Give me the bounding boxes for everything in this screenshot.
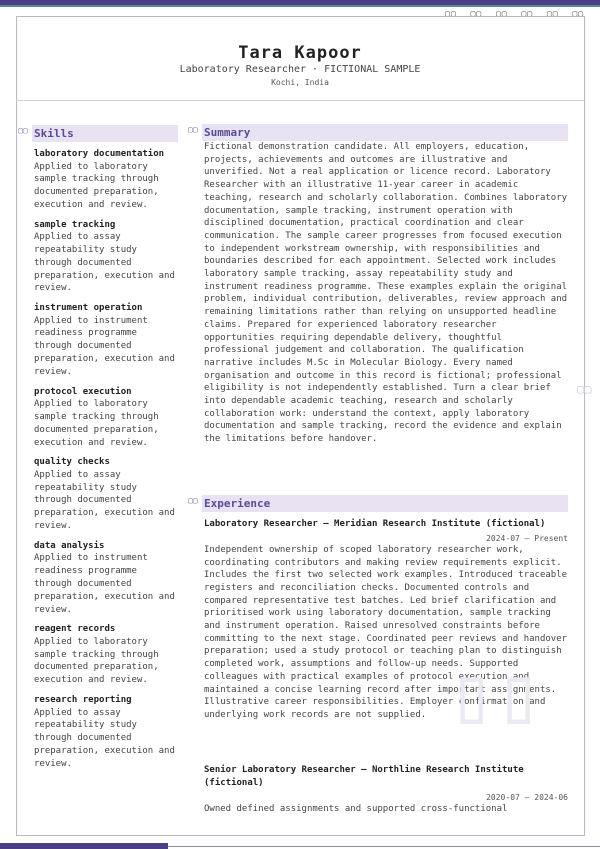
skill-item — [34, 302, 176, 378]
top-link[interactable]: ▢▢ — [546, 9, 559, 18]
skill-title: instrument operation — [34, 303, 143, 314]
skill-item — [34, 219, 176, 295]
section-icon: ▢▢ — [18, 126, 28, 135]
summary-text: Fictional demonstration candidate. All employers, education, projects, achievements and outcomes are illustrative and unverified. Not a real application or licence record. Laboratory Researcher with an illustrative 11-year career in academic teaching, research and scholarly collaboration. Combines laboratory documentation, sample tracking, instrument operation with disciplined documentation, practical coordination and clear communication. The sample career progresses from focused execution to independent workstream ownership, with responsibilities and boundaries described for each appointment. Selected work includes laboratory sample tracking, assay repeatability study and instrument readiness programme. These examples explain the original problem, individual contribution, deliverables, review approach and remaining limitations rather than relying on unsupported headline claims. Prepared for experienced laboratory researcher opportunities requiring dependable delivery, thoughtful professional judgement and collaboration. The qualification narrative includes M.Sc in Molecular Biology. Every named organisation and outcome in this record is fictional; professional eligibility is not independently established. Turn a clear brief into dependable academic teaching, research and scholarly collaboration work: understand the context, apply laboratory documentation and sample tracking, record the evidence and explain the limitations before handover. — [204, 142, 568, 445]
top-link[interactable]: ▢▢ — [470, 9, 483, 18]
skills-heading — [18, 125, 178, 142]
header-divider — [16, 100, 584, 101]
skill-desc: Applied to assay repeatability study through documented preparation, execution and review. — [34, 469, 175, 532]
skill-desc: Applied to instrument readiness programme through documented preparation, execution and review. — [34, 315, 175, 377]
skill-title: quality checks — [34, 457, 110, 468]
summary-heading — [188, 124, 568, 141]
job-description: Owned defined assignments and supported cross-functional — [204, 803, 508, 814]
bottom-accent-bar — [0, 843, 168, 849]
skill-title: research reporting — [34, 695, 132, 705]
skill-item — [34, 386, 176, 450]
top-link[interactable]: ▢▢ — [521, 9, 534, 18]
skill-item — [34, 540, 176, 616]
section-icon: ▢▢ — [188, 125, 198, 134]
skill-item — [34, 623, 176, 687]
candidate-name: Tara Kapoor — [238, 43, 362, 63]
skill-title: sample tracking — [34, 219, 116, 230]
skill-desc: Applied to laboratory sample tracking through documented preparation, execution and review. — [34, 161, 159, 210]
top-link[interactable]: ▢▢ — [495, 9, 508, 18]
experience-heading-label: Experience — [204, 497, 271, 510]
skill-title: data analysis — [34, 540, 105, 551]
skill-desc: Applied to instrument readiness programme through documented preparation, execution and review. — [34, 553, 175, 615]
skill-desc: Applied to assay repeatability study through documented preparation, execution and review. — [34, 232, 175, 294]
section-icon: ▢▢ — [188, 496, 198, 505]
skill-desc: Applied to assay repeatability study through documented preparation, execution and review. — [34, 707, 175, 769]
job-entry — [204, 764, 568, 815]
skill-title: reagent records — [34, 624, 116, 635]
skill-item — [34, 148, 176, 212]
job-title: Laboratory Researcher — Meridian Research Institute (fictional) — [204, 519, 546, 529]
skills-list — [34, 148, 176, 777]
skill-item — [34, 694, 176, 770]
side-glyph-icon: ▢▢ — [577, 382, 592, 396]
skills-heading-label: Skills — [34, 127, 74, 140]
job-dates: 2020-07 – 2024-06 — [486, 792, 568, 802]
top-accent-stripe — [0, 5, 600, 7]
top-link[interactable]: ▢▢ — [445, 9, 457, 18]
summary-heading-label: Summary — [204, 126, 251, 139]
experience-heading — [188, 495, 568, 512]
top-link[interactable]: ▢▢ — [572, 9, 584, 18]
candidate-location: Kochi, India — [271, 78, 329, 87]
candidate-role: Laboratory Researcher · FICTIONAL SAMPLE — [179, 64, 421, 75]
watermark-icon: ▯▯ — [448, 650, 542, 740]
job-description: Independent ownership of scoped laboratory researcher work, coordinating contributors and making review requirements explicit. Includes the first two selected work examples. Introduced traceable registers and reconciliation checks. Documented controls and compared representative test batches. Led brief clarification and prioritised work using laboratory documentation, sample tracking and instrument operation. Raised unresolved constraints before committing to the next stage. Coordinated peer reviews and handover preparation; used a study protocol or teaching plan to distinguish completed work, assumptions and follow-up needs. Supported colleagues with practical examples of protocol execution and maintained a concise learning record after important assignments. Illustrative career responsibilities. Employer confirmation and underlying work records are not supplied. — [204, 544, 568, 720]
skill-title: laboratory documentation — [34, 149, 165, 159]
skill-desc: Applied to laboratory sample tracking through documented preparation, execution and review. — [34, 636, 159, 686]
skill-desc: Applied to laboratory sample tracking through documented preparation, execution and review. — [34, 399, 159, 448]
job-dates: 2024-07 – Present — [486, 533, 568, 543]
job-title: Senior Laboratory Researcher — Northline Research Institute (fictional) — [204, 765, 524, 788]
skill-item — [34, 456, 176, 532]
skill-title: protocol execution — [34, 386, 132, 397]
